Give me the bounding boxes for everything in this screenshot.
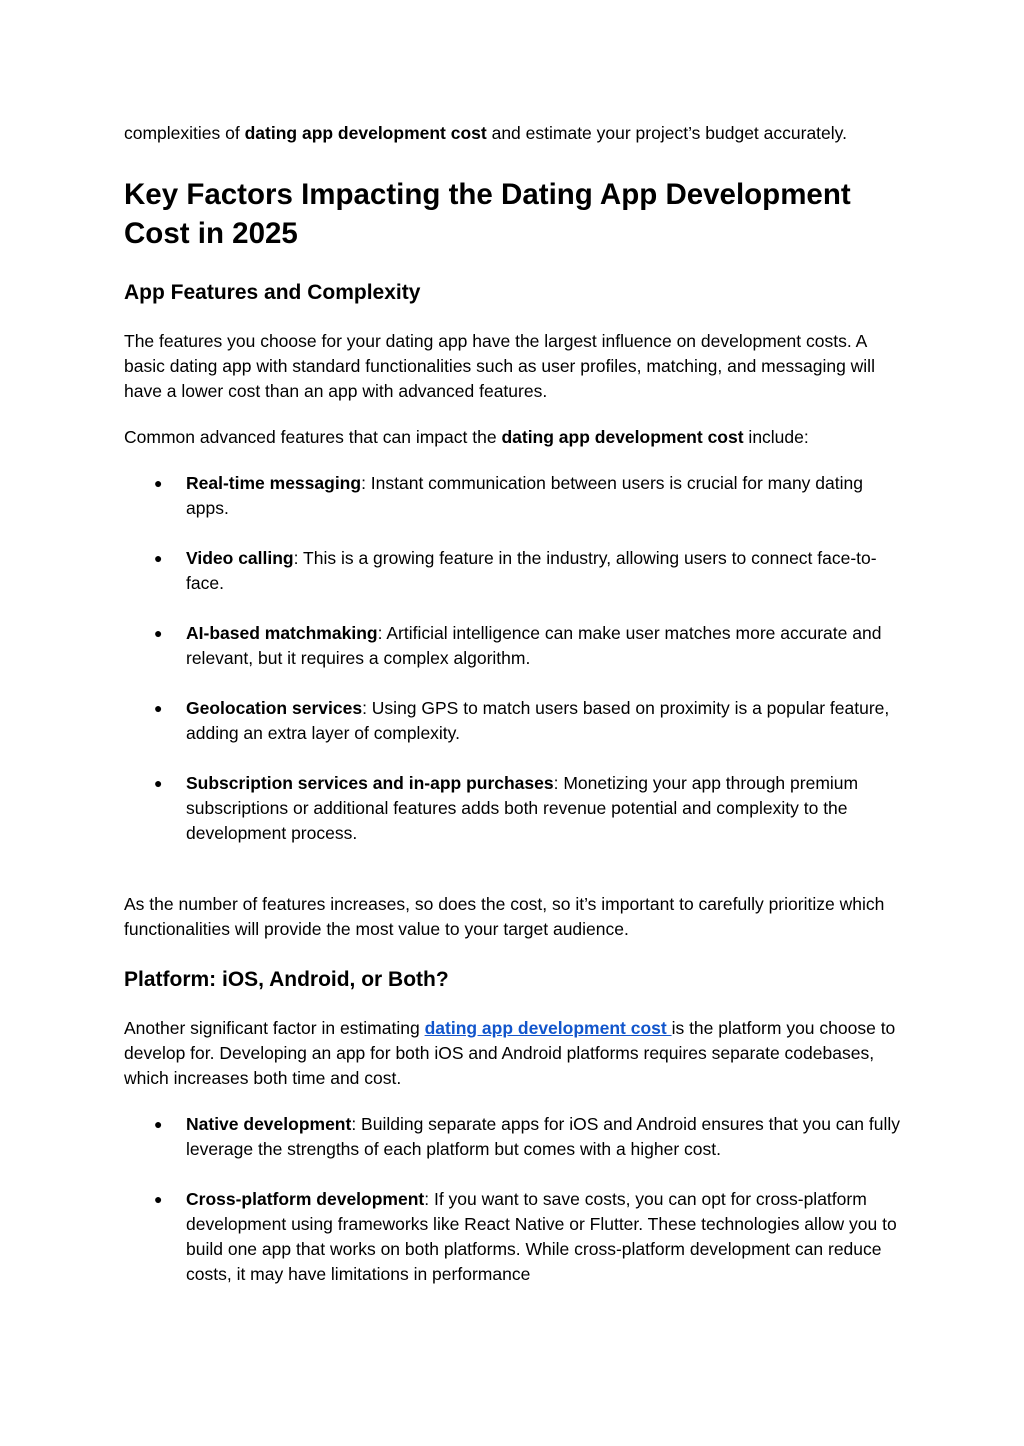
list-item-title: AI-based matchmaking [186, 623, 378, 643]
list-item-title: Cross-platform development [186, 1189, 425, 1209]
document-page [124, 121, 904, 1287]
page-title: Key Factors Impacting the Dating App Development Cost in 2025 [124, 178, 851, 250]
list-item-text: : Building separate apps for iOS and Android ensures that you can fully leverage the strengths of each platform but comes with a higher cost. [186, 1114, 900, 1159]
section-heading-features: App Features and Complexity [124, 281, 421, 304]
features-list [124, 471, 904, 846]
bullet-icon: ● [154, 550, 163, 566]
list-item-text: : This is a growing feature in the industry, allowing users to connect face-to-face. [186, 548, 877, 593]
list-item [124, 471, 904, 521]
list-item-title: Native development [186, 1114, 352, 1134]
list-item-text: : Using GPS to match users based on proximity is a popular feature, adding an extra layer of complexity. [186, 698, 890, 743]
section-heading-platform: Platform: iOS, Android, or Both? [124, 968, 449, 991]
platform-list [124, 1112, 904, 1287]
intro-bold-phrase: dating app development cost [244, 123, 487, 143]
platform-intro-paragraph [124, 1016, 904, 1091]
list-item-title: Geolocation services [186, 698, 363, 718]
list-item [124, 1187, 904, 1287]
list-item [124, 546, 904, 596]
list-item-title: Video calling [186, 548, 294, 568]
list-item [124, 771, 904, 846]
features-intro-paragraph: The features you choose for your dating app have the largest influence on development costs. A basic dating app with standard functionalities such as user profiles, matching, and messaging will have a lower cost than an app with advanced features. [124, 331, 875, 401]
list-item [124, 1112, 904, 1162]
list-item-text: : Monetizing your app through premium subscriptions or additional features adds both revenue potential and complexity to the development process. [186, 773, 859, 843]
list-item-text: : If you want to save costs, you can opt for cross-platform development using frameworks like React Native or Flutter. These technologies allow you to build one app that works on both platforms. While cross-platform development can reduce costs, it may have limitations in performance [186, 1189, 897, 1284]
list-item-text: : Instant communication between users is crucial for many dating apps. [186, 473, 863, 518]
list-item-title: Subscription services and in-app purchases [186, 773, 554, 793]
platform-intro-end: is the platform you choose to develop for. Developing an app for both iOS and Android platforms requires separate codebases, which increases both time and cost. [124, 1018, 896, 1088]
features-lead-start: Common advanced features that can impact the [124, 427, 502, 447]
intro-text-start: complexities of [124, 123, 245, 143]
bullet-icon: ● [154, 475, 163, 491]
list-item-text: : Artificial intelligence can make user matches more accurate and relevant, but it requires a complex algorithm. [186, 623, 882, 668]
intro-paragraph [124, 121, 904, 146]
bullet-icon: ● [154, 1116, 163, 1132]
intro-text-end: and estimate your project’s budget accurately. [486, 123, 847, 143]
platform-intro-start: Another significant factor in estimating [124, 1018, 425, 1038]
features-lead-paragraph [124, 425, 904, 450]
features-lead-bold: dating app development cost [501, 427, 744, 447]
dating-app-cost-link[interactable]: dating app development cost [424, 1018, 672, 1038]
list-item [124, 696, 904, 746]
bullet-icon: ● [154, 1191, 163, 1207]
list-item-title: Real-time messaging [186, 473, 362, 493]
list-item [124, 621, 904, 671]
bullet-icon: ● [154, 625, 163, 641]
bullet-icon: ● [154, 700, 163, 716]
features-lead-end: include: [743, 427, 809, 447]
bullet-icon: ● [154, 775, 163, 791]
features-summary-paragraph: As the number of features increases, so does the cost, so it’s important to carefully prioritize which functionalities will provide the most value to your target audience. [124, 894, 885, 939]
